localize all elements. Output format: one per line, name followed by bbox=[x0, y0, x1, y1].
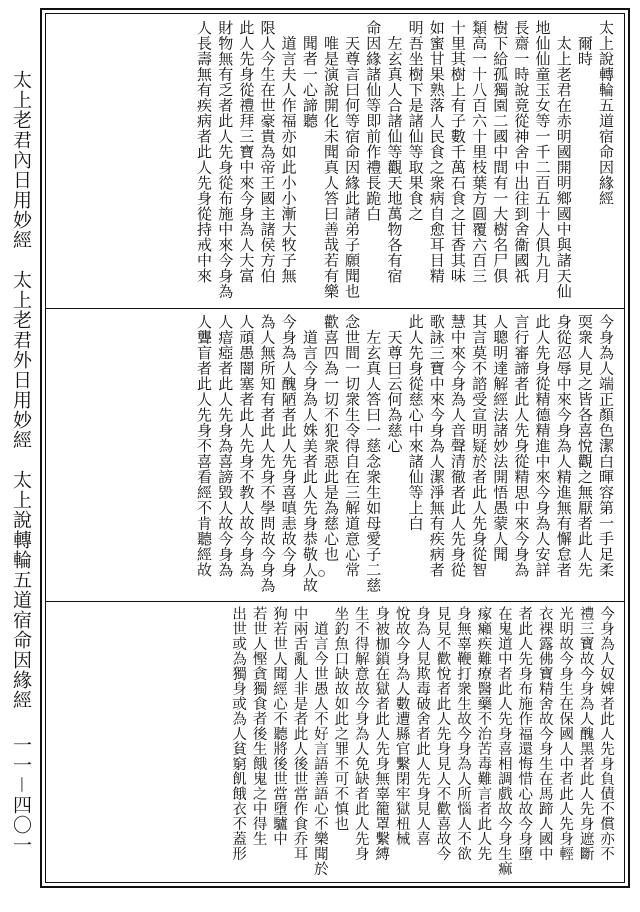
text-column: 若世人慳貪獨食者後生餓鬼之中得生 bbox=[250, 606, 267, 846]
text-column: 人聾盲者此人先身不喜看經不肯聽經故 bbox=[195, 314, 214, 578]
text-column: 太上老君在赤明國開明鄉國中與諸天仙 bbox=[554, 20, 573, 299]
text-column: 天尊言曰何等宿命因緣此諸弟子願聞也 bbox=[343, 20, 362, 299]
text-column: 人頑愚闇塞者此人先身不教人故今身為 bbox=[237, 314, 256, 578]
register-divider-1 bbox=[46, 308, 624, 309]
text-column: 念世間一切衆生令得自在三解道意心常 bbox=[343, 314, 362, 578]
text-column: 身從忍辱中來今身為人精進無有懈怠者 bbox=[554, 314, 573, 578]
text-column: 財物無有乏者此人先身從布施中來今身為 bbox=[216, 20, 235, 299]
text-column: 限人今生在世豪貴為帝王國主諸侯方伯 bbox=[258, 20, 277, 284]
lower-register bbox=[46, 606, 624, 882]
text-column: 爾時 bbox=[575, 20, 594, 67]
text-column: 光明故今身生在保國人中者此人先身輕 bbox=[557, 606, 574, 861]
text-column: 此人先身從慈心中來諸仙等上白 bbox=[406, 314, 425, 531]
middle-register-columns bbox=[193, 314, 616, 596]
lower-register-columns bbox=[228, 606, 616, 882]
upper-register-columns bbox=[193, 20, 616, 304]
text-column: 道言夫人作福亦如此小小漸大牧子無 bbox=[279, 20, 298, 284]
text-column: 見見不歡悅者此人先身見人不歡喜故今 bbox=[434, 606, 451, 861]
text-column: 唯是演說開化未聞真人答曰善哉若有樂 bbox=[321, 20, 340, 299]
text-column: 生不得解意故今身為人免缺者此人先身 bbox=[352, 606, 369, 861]
margin-title bbox=[4, 70, 38, 850]
text-column: 為人無所知有者此人先身不學問故今身為 bbox=[258, 314, 277, 593]
text-column: 命因緣諸仙等即前作禮長跪白 bbox=[364, 20, 383, 222]
text-column: 道言今世愚人不好言語善語心不樂聞於 bbox=[311, 606, 328, 876]
text-column: 此人先身從精德精進中來今身為人安詳 bbox=[533, 314, 552, 578]
scan-mark bbox=[318, 570, 325, 577]
text-column: 今身為人奴婢者此人先身負債不償亦不 bbox=[598, 606, 614, 861]
text-column: 歡喜四為一切不犯衆惡此是為慈心也 bbox=[321, 314, 340, 562]
text-column: 聞者一心諦聽 bbox=[300, 20, 319, 129]
text-column: 衣裸露佛寶精舍故今身生在馬蹄人國中 bbox=[536, 606, 553, 861]
text-column: 在鬼道中者此人先身喜相調戲故今身生痲 bbox=[495, 606, 512, 876]
margin-page-number-col bbox=[4, 735, 38, 895]
text-column: 人瘖瘂者此人先身為喜謗毀人故今身為 bbox=[216, 314, 235, 578]
text-column: 天尊曰云何為慈心 bbox=[385, 314, 404, 454]
upper-register bbox=[46, 20, 624, 304]
text-column: 言行審諦者此人先身從精思中來今身為 bbox=[512, 314, 531, 578]
text-column: 長齋一時說竟從神舍中出往到舍衞國祇 bbox=[512, 20, 531, 284]
text-column: 太上說轉輪五道宿命因緣經 bbox=[597, 20, 615, 206]
text-column: 出世或為獨身或為人貧窮飢餓衣不蓋形 bbox=[230, 606, 247, 861]
middle-register bbox=[46, 314, 624, 596]
text-column: 者此人先身布施作福還悔惜心故今身墮 bbox=[516, 606, 533, 861]
text-column: 身為人見欺毒破舍者此人先身見人喜 bbox=[414, 606, 431, 846]
register-divider-2 bbox=[46, 601, 624, 602]
text-column: 瘃癩疾難療醫藥不治苦毒難言者此人先 bbox=[475, 606, 492, 861]
text-column: 坐釣魚口缺故如此之罪不可不慎也 bbox=[332, 606, 349, 831]
text-column: 其言莫不諮受宣明疑於者此人先身從智 bbox=[470, 314, 489, 578]
text-column: 悅故今身為人數遭縣官繫閉牢獄杻械 bbox=[393, 606, 410, 846]
text-column: 今身為人端正顏色潔白暉容第一手足柔 bbox=[597, 314, 615, 578]
inner-frame bbox=[45, 13, 625, 883]
text-column: 類高一十八百六十里枝葉方圓覆六百三 bbox=[470, 20, 489, 284]
text-column: 左玄真人合諸仙等觀天地萬物各有宿 bbox=[385, 20, 404, 284]
text-column: 地仙仙童玉女等一千二百五十人俱九月 bbox=[533, 20, 552, 284]
text-column: 狗若世人聞經心不聽將後世當墮驢中 bbox=[271, 606, 287, 846]
margin-title-text: 太上老君內日用妙經 太上老君外日用妙經 太上說轉輪五道宿命因緣經 bbox=[10, 70, 32, 710]
text-column: 十里其樹上有子數千萬石食之甘香其味 bbox=[448, 20, 467, 284]
text-column: 身無辜鞭打衆生故今身為人所惱人不欲 bbox=[454, 606, 471, 861]
text-column: 慧中來今身為人音聲清徹者此人先身從 bbox=[448, 314, 467, 578]
text-column: 歌詠三寶中來今身為人潔淨無有疾病者 bbox=[427, 314, 446, 578]
text-column: 道言今身為人姝美者此人先身恭敬人故 bbox=[300, 314, 319, 593]
text-column: 人長壽無有疾病者此人先身從持戒中來 bbox=[195, 20, 214, 284]
text-column: 中兩舌亂人非是者此人後世當作食乔耳 bbox=[291, 606, 308, 861]
text-frame bbox=[40, 8, 630, 888]
text-column: 禮三寶故今身為人醜黑者此人先身遮斷 bbox=[577, 606, 594, 861]
text-column: 人聰明達解經法諸妙法開悟愚蒙人聞 bbox=[491, 314, 510, 562]
text-column: 如蜜甘果熟落人民食之衆病自愈耳目精 bbox=[427, 20, 446, 284]
text-column: 耎衆人見之皆各喜悅觀之無厭者此人先 bbox=[575, 314, 594, 578]
text-column: 樹下給孤獨園二國中間有一大樹名尸俱 bbox=[491, 20, 510, 284]
text-column: 今身為人醜陋者此人先身喜嗔恚故今身 bbox=[279, 314, 298, 578]
text-column: 左玄真人答曰一慈念衆生如母愛子二慈 bbox=[364, 314, 383, 593]
text-column: 身被枷鎖在獄者此人先身無辜籠罩繫縛 bbox=[373, 606, 390, 861]
text-column: 明吾坐樹下是諸仙等取果食之 bbox=[406, 20, 425, 222]
text-column: 此人先身從禮拜三寶中來今身為人大富 bbox=[237, 20, 256, 284]
page-number: 一一－四〇一 bbox=[10, 735, 32, 856]
